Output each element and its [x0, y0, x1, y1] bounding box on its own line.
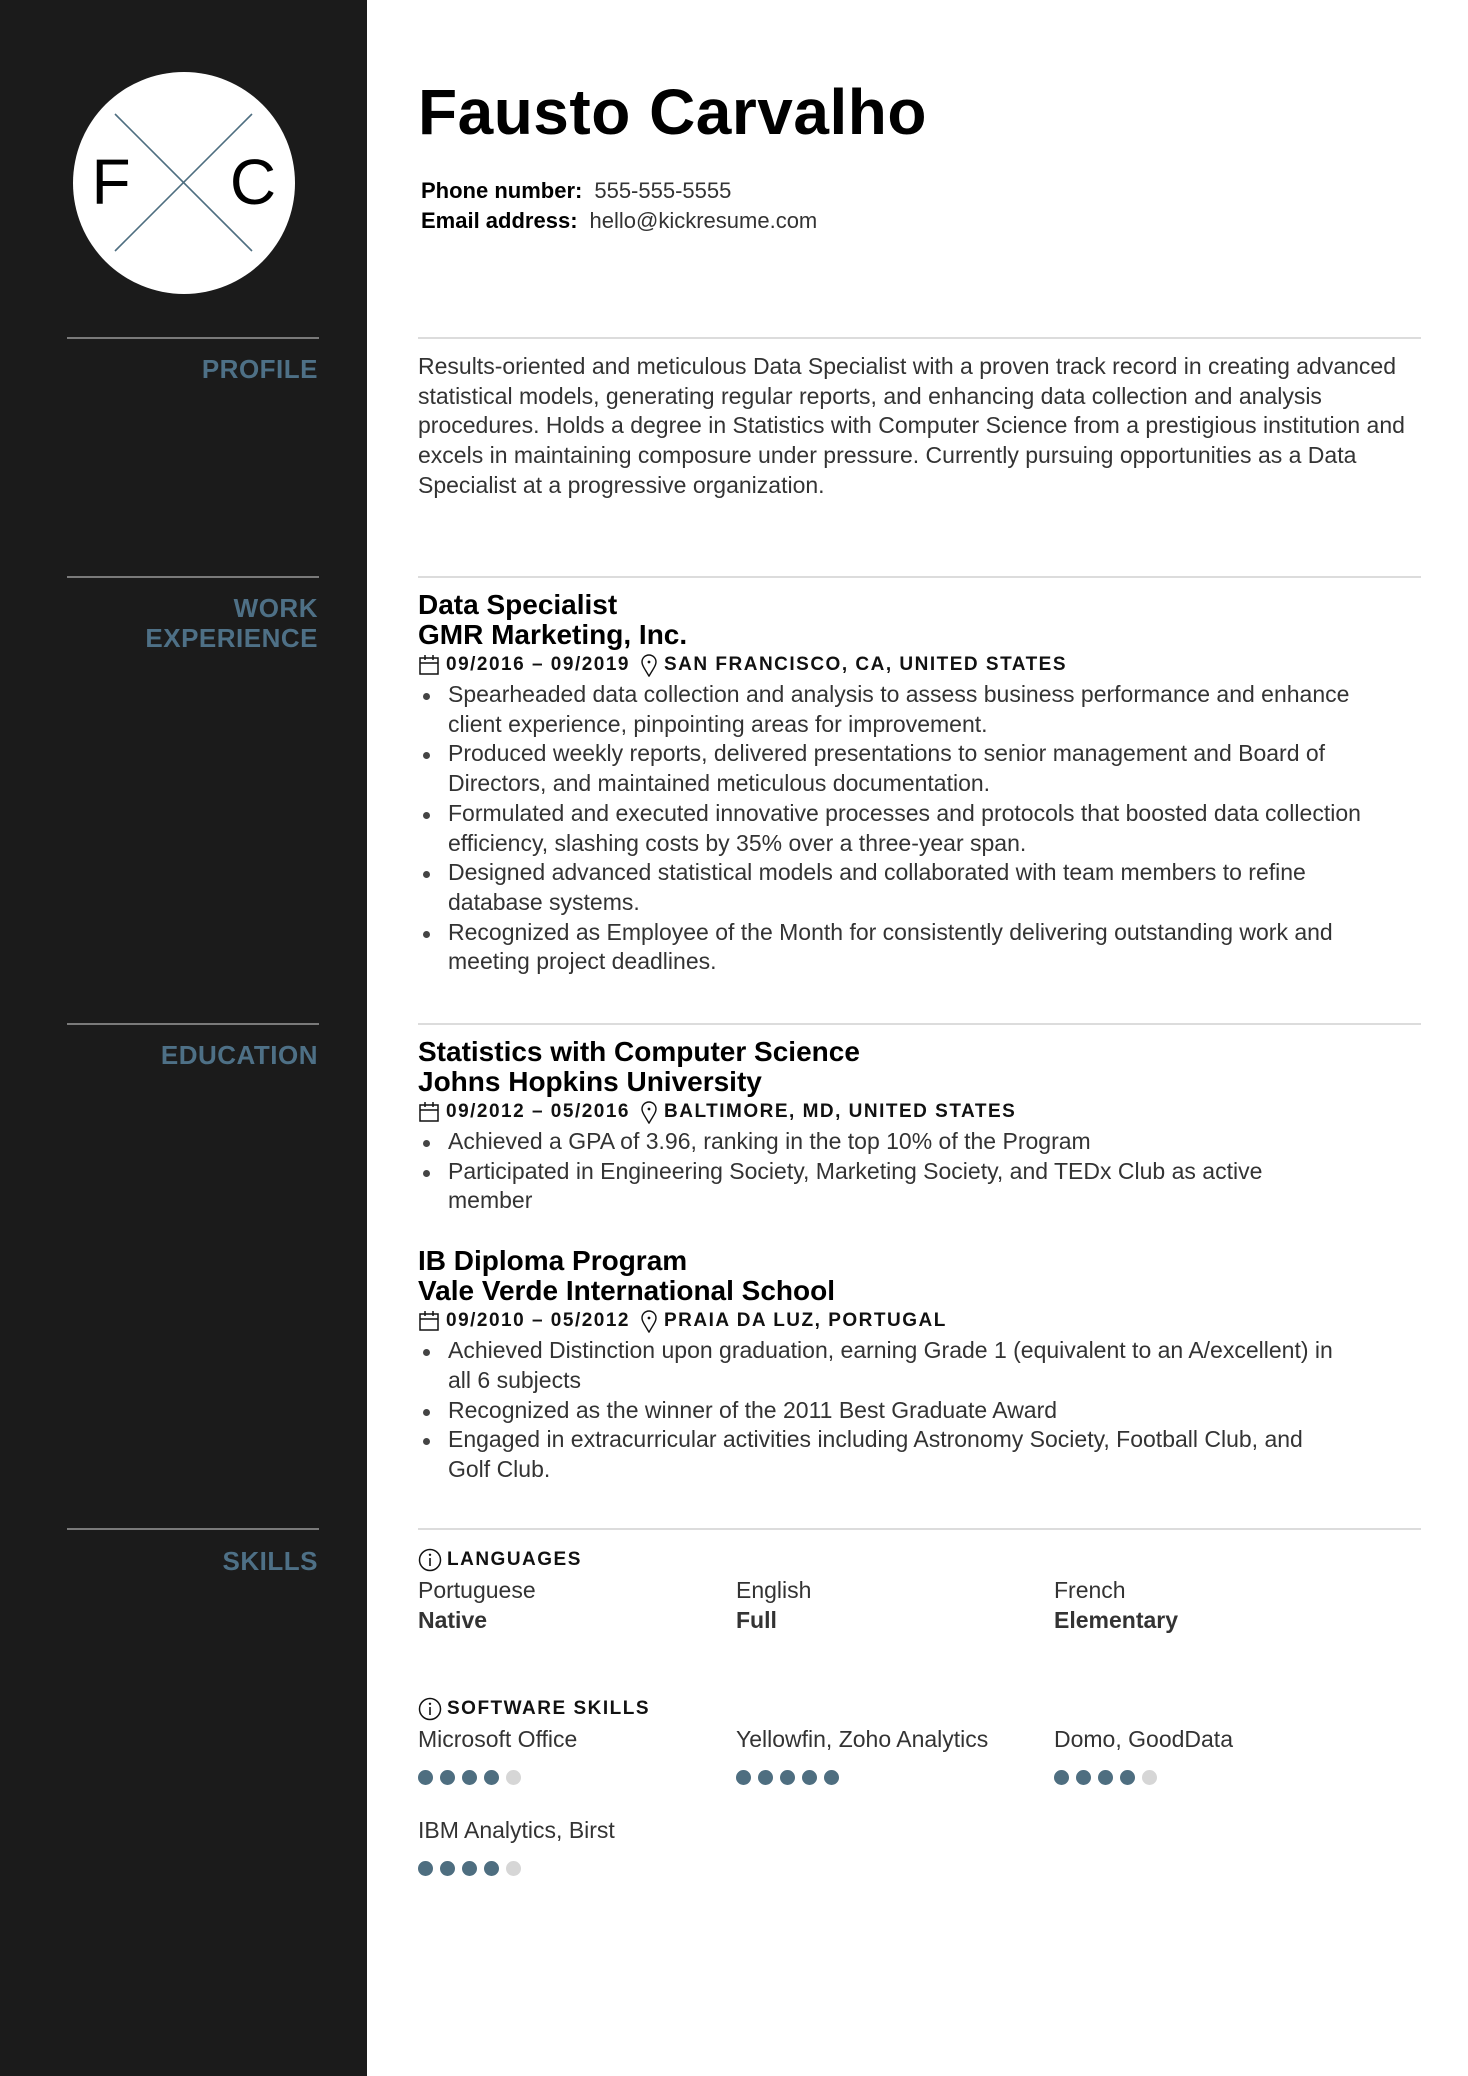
- monogram-initial-last: C: [229, 146, 277, 218]
- section-divider: [418, 337, 1421, 339]
- section-label-skills: SKILLS: [222, 1546, 318, 1576]
- software-name: Domo, GoodData: [1054, 1726, 1233, 1752]
- education-dates: 09/2010 – 05/2012: [446, 1310, 630, 1332]
- education-meta: [418, 1306, 1428, 1336]
- rating-dot-filled: [484, 1770, 499, 1785]
- list-item: Designed advanced statistical models and collaborated with team members to refine database systems.: [418, 858, 1378, 917]
- language-item: [418, 1575, 736, 1635]
- software-heading: [418, 1694, 1428, 1724]
- education-dates: 09/2012 – 05/2016: [446, 1101, 630, 1122]
- rating-dot-filled: [802, 1770, 817, 1785]
- rating-dot-filled: [1120, 1770, 1135, 1785]
- list-item: Engaged in extracurricular activities including Astronomy Society, Football Club, and Golf Club.: [418, 1425, 1338, 1484]
- list-item: Achieved Distinction upon graduation, earning Grade 1 (equivalent to an A/excellent) in all 6 subjects: [418, 1336, 1338, 1395]
- education-section: [418, 1037, 1428, 1485]
- skill-rating: [418, 1861, 736, 1877]
- list-item: Recognized as the winner of the 2011 Best Graduate Award: [418, 1396, 1338, 1426]
- sidebar: [0, 0, 367, 2076]
- job-dates: 09/2016 – 09/2019: [446, 654, 630, 675]
- profile-summary: Results-oriented and meticulous Data Specialist with a proven track record in creating advanced statistical models, generating regular reports, and enhancing data collection and analysis procedures. Holds a degree in Statistics with Computer Science from a prestigious institution and excels in maintaining composure under pressure. Currently pursuing opportunities as a Data Specialist at a progressive organization.: [418, 353, 1405, 498]
- skills-section: [418, 1545, 1428, 1877]
- rating-dot-filled: [418, 1861, 433, 1876]
- info-icon: [418, 1548, 442, 1572]
- company-name: GMR Marketing, Inc.: [418, 619, 688, 650]
- software-item: [1054, 1724, 1372, 1786]
- rating-dot-empty: [1142, 1770, 1157, 1785]
- candidate-name: Fausto Carvalho: [418, 76, 927, 148]
- software-list-row: [418, 1815, 1428, 1877]
- education-location: PRAIA DA LUZ, PORTUGAL: [664, 1310, 947, 1332]
- language-name: French: [1054, 1577, 1126, 1603]
- rating-dot-empty: [506, 1861, 521, 1876]
- rating-dot-filled: [418, 1770, 433, 1785]
- job-title: Data Specialist: [418, 589, 618, 620]
- languages-heading: [418, 1545, 1428, 1575]
- job-location: SAN FRANCISCO, CA, UNITED STATES: [664, 654, 1068, 675]
- software-list-row: [418, 1724, 1428, 1786]
- calendar-icon: [418, 1101, 440, 1123]
- phone-label: Phone number:: [421, 178, 583, 203]
- language-item: [736, 1575, 1054, 1635]
- rating-dot-filled: [824, 1770, 839, 1785]
- info-icon: [418, 1697, 442, 1721]
- language-level: Elementary: [1054, 1607, 1179, 1633]
- sidebar-divider: [67, 576, 319, 578]
- contact-email: [421, 206, 817, 236]
- software-name: Microsoft Office: [418, 1726, 578, 1752]
- section-divider: [418, 576, 1421, 578]
- location-pin-icon: [640, 1100, 658, 1124]
- education-entry: [418, 1037, 1428, 1216]
- monogram-avatar: [73, 72, 295, 294]
- education-entry: [418, 1246, 1428, 1485]
- education-location: BALTIMORE, MD, UNITED STATES: [664, 1101, 1017, 1122]
- school-name: Vale Verde International School: [418, 1275, 836, 1307]
- contact-phone: [421, 176, 731, 206]
- rating-dot-filled: [758, 1770, 773, 1785]
- school-name: Johns Hopkins University: [418, 1066, 762, 1097]
- email-label: Email address:: [421, 208, 578, 233]
- monogram-initial-first: F: [91, 146, 131, 218]
- degree-title: Statistics with Computer Science: [418, 1036, 860, 1067]
- education-meta: [418, 1097, 1428, 1127]
- software-heading-label: SOFTWARE SKILLS: [447, 1698, 650, 1719]
- section-label-work-line1: WORK: [233, 593, 318, 623]
- sidebar-divider: [67, 1528, 319, 1530]
- language-item: [1054, 1575, 1372, 1635]
- section-label-profile: PROFILE: [201, 354, 318, 384]
- location-pin-icon: [640, 653, 658, 677]
- list-item: Participated in Engineering Society, Marketing Society, and TEDx Club as active member: [418, 1157, 1318, 1216]
- rating-dot-filled: [484, 1861, 499, 1876]
- language-level: Full: [736, 1607, 777, 1633]
- job-achievements: [418, 680, 1378, 977]
- work-experience-section: [418, 590, 1428, 977]
- rating-dot-filled: [1054, 1770, 1069, 1785]
- rating-dot-empty: [506, 1770, 521, 1785]
- languages-list: [418, 1575, 1428, 1635]
- section-label-work-line2: EXPERIENCE: [145, 623, 318, 653]
- work-entry: [418, 590, 1428, 977]
- list-item: Produced weekly reports, delivered presentations to senior management and Board of Directors, and maintained meticulous documentation.: [418, 739, 1378, 798]
- list-item: Recognized as Employee of the Month for consistently delivering outstanding work and meeting project deadlines.: [418, 918, 1378, 977]
- skill-rating: [418, 1770, 736, 1786]
- location-pin-icon: [640, 1309, 658, 1333]
- section-divider: [418, 1528, 1421, 1530]
- education-achievements: [418, 1336, 1338, 1485]
- rating-dot-filled: [780, 1770, 795, 1785]
- phone-value: 555-555-5555: [594, 178, 732, 203]
- calendar-icon: [418, 654, 440, 676]
- skill-rating: [736, 1770, 1054, 1786]
- language-name: English: [736, 1577, 812, 1603]
- rating-dot-filled: [1098, 1770, 1113, 1785]
- software-item: [736, 1724, 1054, 1786]
- job-meta: [418, 650, 1428, 680]
- language-name: Portuguese: [418, 1577, 536, 1603]
- email-value[interactable]: hello@kickresume.com: [589, 208, 818, 233]
- software-name: IBM Analytics, Birst: [418, 1817, 615, 1843]
- rating-dot-filled: [736, 1770, 751, 1785]
- degree-title: IB Diploma Program: [418, 1245, 688, 1277]
- list-item: Formulated and executed innovative processes and protocols that boosted data collection efficiency, slashing costs by 35% over a three-year span.: [418, 799, 1378, 858]
- rating-dot-filled: [1076, 1770, 1091, 1785]
- languages-heading-label: LANGUAGES: [447, 1549, 582, 1570]
- software-item: [418, 1815, 736, 1877]
- software-item: [418, 1724, 736, 1786]
- education-achievements: [418, 1127, 1318, 1216]
- software-name: Yellowfin, Zoho Analytics: [736, 1726, 989, 1752]
- profile-section: [418, 352, 1418, 501]
- skill-rating: [1054, 1770, 1372, 1786]
- rating-dot-filled: [462, 1861, 477, 1876]
- sidebar-divider: [67, 337, 319, 339]
- language-level: Native: [418, 1607, 488, 1633]
- sidebar-divider: [67, 1023, 319, 1025]
- rating-dot-filled: [462, 1770, 477, 1785]
- rating-dot-filled: [440, 1861, 455, 1876]
- list-item: Spearheaded data collection and analysis to assess business performance and enhance client experience, pinpointing areas for improvement.: [418, 680, 1378, 739]
- section-label-education: EDUCATION: [160, 1040, 318, 1070]
- rating-dot-filled: [440, 1770, 455, 1785]
- list-item: Achieved a GPA of 3.96, ranking in the top 10% of the Program: [418, 1127, 1318, 1157]
- calendar-icon: [418, 1310, 440, 1332]
- section-divider: [418, 1023, 1421, 1025]
